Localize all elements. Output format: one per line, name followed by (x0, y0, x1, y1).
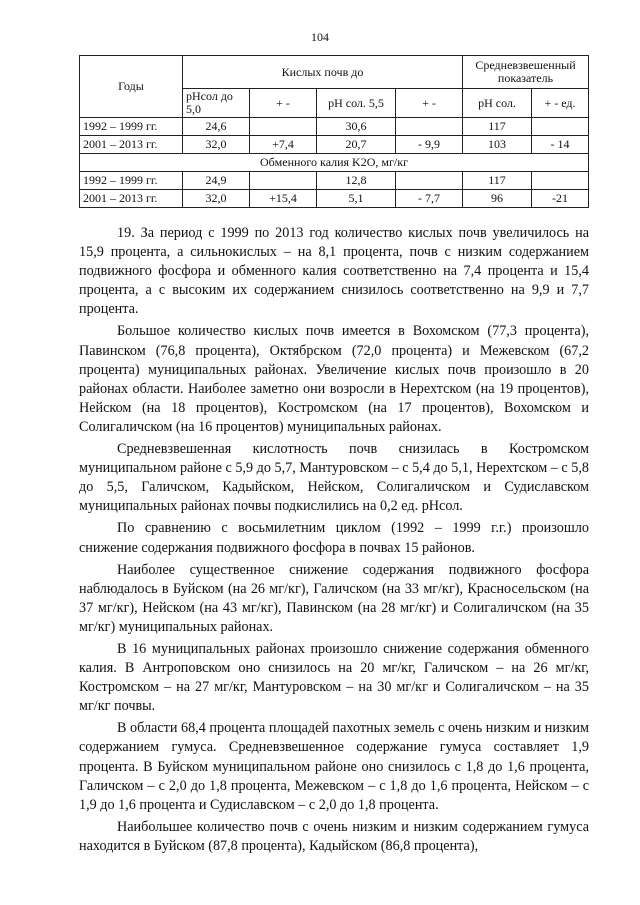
cell-value: 32,0 (183, 190, 250, 208)
cell-value: 30,6 (317, 118, 396, 136)
paragraph: 19. За период с 1999 по 2013 год количество кислых почв увеличилось на 15,9 процента, а сильнокислых – на 8,1 процента, почв с низким содержанием подвижного фосфора и обменного калия соответственно на 7,4 процента и 15,4 процента, а с высоким их содержанием снизилось соответственно на 9,9 и 7,7 процента. (79, 225, 589, 318)
header-acid-group: Кислых почв до (183, 56, 463, 89)
subheader-ph5: pHсол до 5,0 (183, 89, 250, 118)
cell-value: - 9,9 (396, 136, 463, 154)
header-weighted: Средневзвешенный показатель (463, 56, 589, 89)
paragraph: В 16 муниципальных районах произошло снижение содержания обменного калия. В Антроповском оно снизилось на 20 мг/кг, Галичском – на 26 мг/кг, Костромском – на 27 мг/кг, Мантуровском – на 30 мг/кг и Солигаличском – на 35 мг/кг почвы. (79, 640, 589, 715)
cell-value: 32,0 (183, 136, 250, 154)
table-row (80, 118, 589, 136)
subheader-pm1: + - (250, 89, 317, 118)
cell-year: 2001 – 2013 гг. (80, 190, 183, 208)
cell-value (532, 172, 589, 190)
table-row (80, 190, 589, 208)
cell-value (532, 118, 589, 136)
cell-value: 20,7 (317, 136, 396, 154)
cell-value: 103 (463, 136, 532, 154)
cell-value (396, 172, 463, 190)
paragraph: Наибольшее количество почв с очень низким и низким содержанием гумуса находится в Буйском (87,8 процента), Кадыйском (86,8 процента), (79, 818, 589, 854)
body-text (79, 224, 589, 859)
cell-year: 2001 – 2013 гг. (80, 136, 183, 154)
cell-value: +7,4 (250, 136, 317, 154)
subheader-phsol: pH сол. (463, 89, 532, 118)
table-row (80, 172, 589, 190)
subheader-ph55: pH сол. 5,5 (317, 89, 396, 118)
paragraph: Наиболее существенное снижение содержания подвижного фосфора наблюдалось в Буйском (на 26 мг/кг), Галичском (на 33 мг/кг), Красносельском (на 37 мг/кг), Нейском (на 43 мг/кг), Павинском (на 28 мг/кг) и Солигаличском (на 35 мг/кг) муниципальных районах. (79, 561, 589, 635)
table-header-row (80, 56, 589, 89)
cell-value: +15,4 (250, 190, 317, 208)
paragraph: По сравнению с восьмилетним циклом (1992 – 1999 г.г.) произошло снижение содержания подвижного фосфора в почвах 15 районов. (79, 520, 589, 556)
paragraph: Большое количество кислых почв имеется в Вохомском (77,3 процента), Павинском (76,8 процента), Октябрском (72,0 процента) и Межевском (67,2 процента) муниципальных районах. Увеличение кислых почв произошло в 20 районах области. Наиболее заметно они возросли в Нерехтском (на 19 процентов), Нейском (на 18 процентов), Костромском (на 17 процентов), Вохомском и Солигаличском (на 16 процентов) муниципальных районах. (79, 323, 589, 435)
table-row (80, 136, 589, 154)
cell-value: 24,9 (183, 172, 250, 190)
cell-value: 12,8 (317, 172, 396, 190)
cell-year: 1992 – 1999 гг. (80, 172, 183, 190)
cell-value: - 14 (532, 136, 589, 154)
cell-value: 96 (463, 190, 532, 208)
page-number: 104 (311, 30, 329, 44)
cell-year: 1992 – 1999 гг. (80, 118, 183, 136)
table-section-row (80, 154, 589, 172)
soil-data-table (79, 55, 589, 208)
cell-value (396, 118, 463, 136)
cell-value: - 7,7 (396, 190, 463, 208)
cell-value: -21 (532, 190, 589, 208)
cell-value (250, 118, 317, 136)
cell-value: 24,6 (183, 118, 250, 136)
subheader-pm2: + - (396, 89, 463, 118)
cell-value: 117 (463, 118, 532, 136)
paragraph: В области 68,4 процента площадей пахотных земель с очень низким и низким содержанием гумуса. Средневзвешенное содержание гумуса составляет 1,9 процента. В Буйском муниципальном районе оно снизилось с 1,8 до 1,6 процента, Галичском – с 2,0 до 1,8 процента, Межевском – с 1,8 до 1,6 процента, Нейском – с 1,9 до 1,6 процента и Судиславском – с 2,0 до 1,8 процента. (79, 720, 589, 813)
paragraph: Средневзвешенная кислотность почв снизилась в Костромском муниципальном районе с 5,9 до 5,7, Мантуровском – с 5,4 до 5,1, Нерехтском – с 5,8 до 5,5, Галичском, Кадыйском, Нейском, Солигаличском и Судиславском муниципальных районах почвы подкислились на 0,2 ед. pHсол. (79, 441, 589, 515)
header-years: Годы (80, 56, 183, 118)
cell-value (250, 172, 317, 190)
subheader-pmunit: + - ед. (532, 89, 589, 118)
cell-value: 117 (463, 172, 532, 190)
section-potassium: Обменного калия K2O, мг/кг (80, 154, 589, 172)
cell-value: 5,1 (317, 190, 396, 208)
